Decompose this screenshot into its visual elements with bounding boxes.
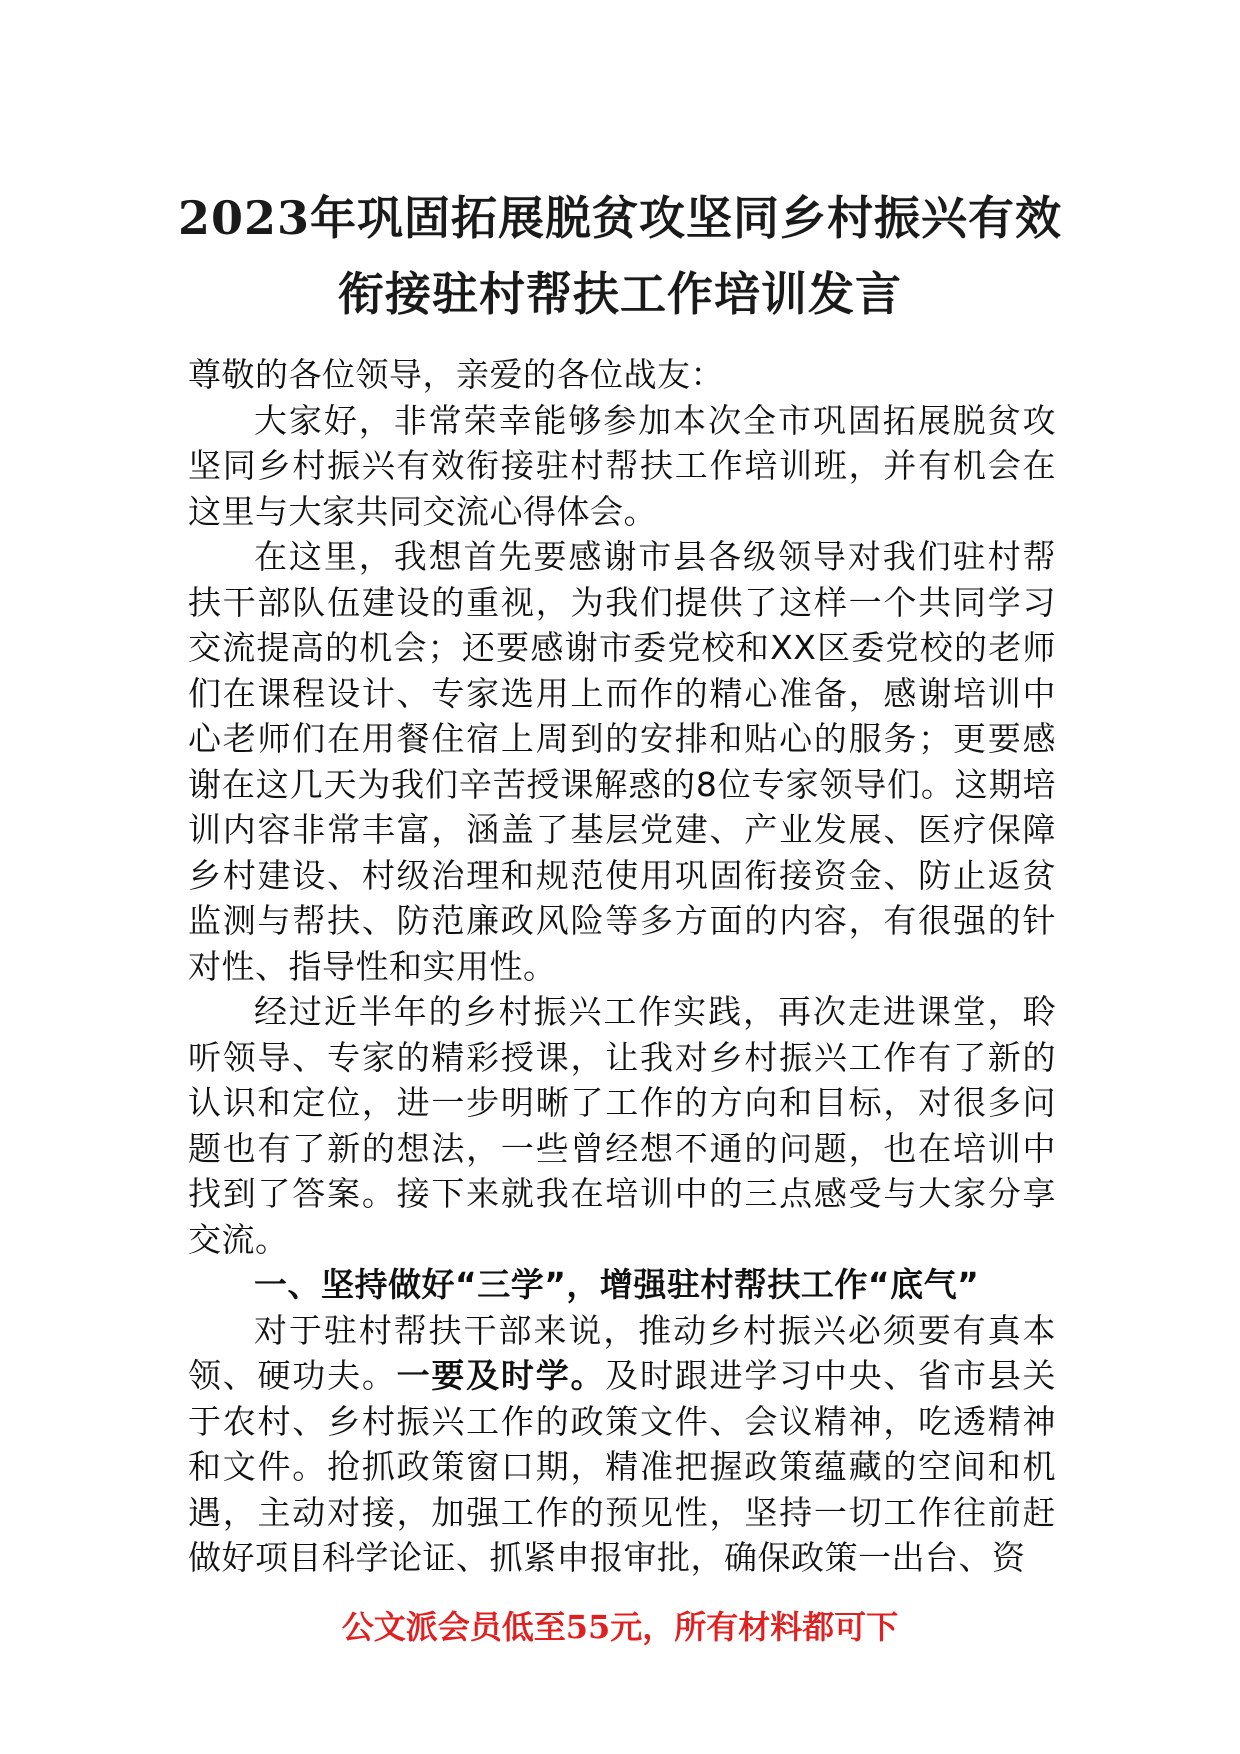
paragraph-4-rest: 及时跟进学习中央、省市县关于农村、乡村振兴工作的政策文件、会议精神，吃透精神和文件。抢抓政策窗口期，精准把握政策蕴藏的空间和机遇，主动对接，加强工作的预见性，坚持一切工作往前赶做好项目科学论证、抓紧申报审批，确保政策一出台、资 xyxy=(188,1356,1057,1577)
paragraph-4 xyxy=(188,1308,1056,1581)
document-body xyxy=(188,352,1056,1581)
paragraph-1: 大家好，非常荣幸能够参加本次全市巩固拓展脱贫攻坚同乡村振兴有效衔接驻村帮扶工作培训班，并有机会在这里与大家共同交流心得体会。 xyxy=(188,400,1056,531)
section-heading-1-text: 一、坚持做好“三学”，增强驻村帮扶工作“底气” xyxy=(254,1265,980,1304)
footer-promo: 公文派会员低至55元，所有材料都可下 xyxy=(341,1608,899,1646)
paragraph-4-bold-lead: 一要及时学。 xyxy=(396,1356,606,1395)
salutation: 尊敬的各位领导，亲爱的各位战友： xyxy=(188,355,724,394)
paragraph-4-intro: 对于驻村帮扶干部来说，推动乡村振兴必须要有真本领、硬功夫。 xyxy=(188,1310,1056,1395)
section-heading-1 xyxy=(188,1262,1056,1308)
paragraph-2: 在这里，我想首先要感谢市县各级领导对我们驻村帮扶干部队伍建设的重视，为我们提供了这样一个共同学习交流提高的机会；还要感谢市委党校和XX区委党校的老师们在课程设计、专家选用上而作的精心准备，感谢培训中心老师们在用餐住宿上周到的安排和贴心的服务；更要感谢在这几天为我们辛苦授课解惑的8位专家领导们。这期培训内容非常丰富，涵盖了基层党建、产业发展、医疗保障乡村建设、村级治理和规范使用巩固衔接资金、防止返贫监测与帮扶、防范廉政风险等多方面的内容，有很强的针对性、指导性和实用性。 xyxy=(188,537,1056,986)
document-title-line1: 2023年巩固拓展脱贫攻坚同乡村振兴有效 xyxy=(177,191,1063,245)
paragraph-3: 经过近半年的乡村振兴工作实践，再次走进课堂，聆听领导、专家的精彩授课，让我对乡村振兴工作有了新的认识和定位，进一步明晰了工作的方向和目标，对很多问题也有了新的想法，一些曾经想不通的问题，也在培训中找到了答案。接下来就我在培训中的三点感受与大家分享交流。 xyxy=(188,992,1056,1259)
document-title-line2: 衔接驻村帮扶工作培训发言 xyxy=(338,267,902,321)
